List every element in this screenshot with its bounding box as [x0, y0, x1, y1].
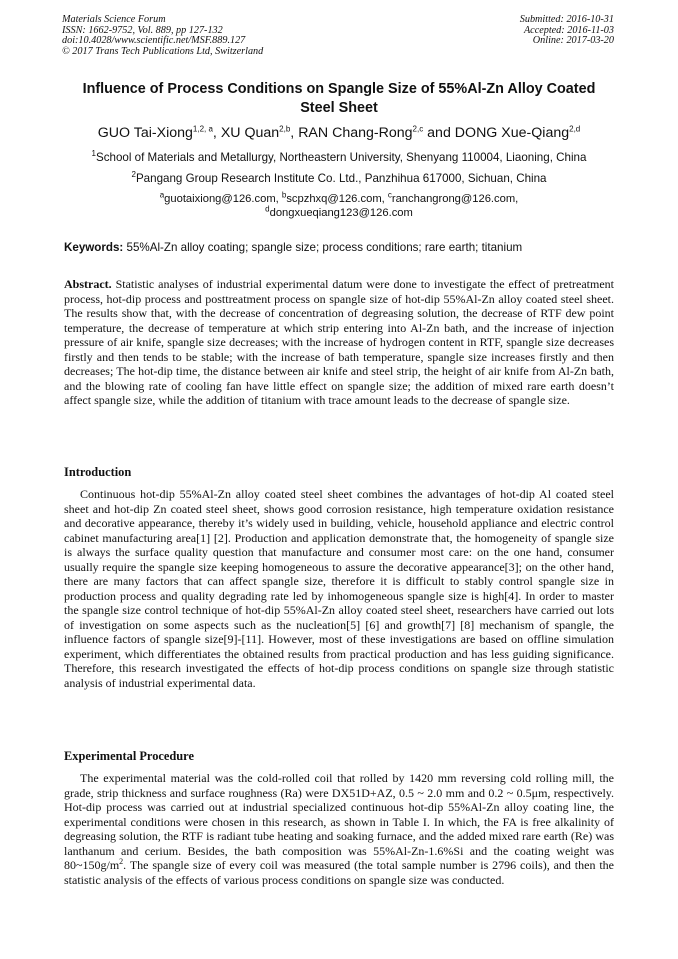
author-affiliation-mark: 1,2, a	[192, 124, 213, 134]
author-separator: and	[423, 125, 455, 141]
affiliation-mark: 1	[91, 149, 96, 159]
author-affiliation-mark: 2,c	[412, 124, 424, 134]
abstract-text: Statistic analyses of industrial experimental datum were done to investigate the effect of pretreatment process, hot-dip process and posttreatment process on spangle size of hot-dip 55%Al-Zn alloy coated steel sheet. The results show that, with the decrease of concentration of degreasing solution, the decrease of RTF dew point temperature, the decrease of temperature at which strip entering into Al-Zn bath, and the increase of injection pressure of air knife, spangle size decreases; with the increase of hydrogen content in RTF, spangle size decreases firstly and then tends to be stable; with the increase of bath temperature, spangle size increases firstly and then decreases; The hot-dip time, the distance between air knife and steel strip, the height of air knife from Al-Zn bath, and the blowing rate of cooling fan have little effect on spangle size; the addition of mixed rare earth doesn’t affect spangle size, while the addition of titanium with trace amount leads to the decrease of spangle size.	[64, 277, 614, 407]
email-address: guotaixiong@126.com,	[164, 193, 282, 205]
email-address: dongxueqiang123@126.com	[269, 206, 413, 219]
affiliation-2	[40, 172, 638, 186]
paper-title: Influence of Process Conditions on Spangle Size of 55%Al-Zn Alloy Coated Steel Sheet	[82, 81, 596, 116]
affiliation-text: Pangang Group Research Institute Co. Ltd., Panzhihua 617000, Sichuan, China	[135, 172, 547, 185]
abstract-label: Abstract.	[64, 277, 112, 291]
journal-header-left	[62, 15, 263, 57]
experimental-text: The experimental material was the cold-rolled coil that rolled by 1420 mm reversing cold rolling mill, the grade, strip thickness and surface roughness (Ra) were DX51D+AZ, 0.5 ~ 2.0 mm and 0.2 ~ 0.5μm, respectively. Hot-dip process was carried out at industrial specialized continuous hot-dip 55%Al-Zn alloy coating line, the experimental conditions were chosen in this research, as shown in Table I. In which, the FA is free alkalinity of degreasing solution, the RTF is radiant tube heating and soaking furnace, and the added mixed rare earth (Re) was lanthanum and cerium. Besides, the bath composition was 55%Al-Zn-1.6%Si and the coating weight was 80~150g/m	[64, 771, 614, 872]
keywords	[64, 241, 624, 255]
author-affiliation-mark: 2,d	[569, 124, 581, 134]
online-date: Online: 2017-03-20	[532, 35, 614, 47]
keywords-text: 55%Al-Zn alloy coating; spangle size; process conditions; rare earth; titanium	[123, 241, 523, 254]
author-separator: ,	[290, 125, 299, 141]
email-mark: b	[281, 190, 287, 200]
experimental-text-continued: . The spangle size of every coil was measured (the total sample number is 2796 coils), and then the statistic analysis of the effects of various process conditions on spangle size was conducted.	[64, 858, 614, 887]
experimental-paragraph	[64, 771, 614, 887]
issn-line: ISSN: 1662-9752, Vol. 889, pp 127-132	[62, 24, 223, 36]
affiliation-mark: 2	[131, 170, 136, 180]
email-mark: d	[265, 203, 270, 213]
author-name: DONG Xue-Qiang	[454, 125, 570, 141]
affiliation-text: School of Materials and Metallurgy, Northeastern University, Shenyang 110004, Liaoning, China	[96, 151, 587, 164]
email-address: ranchangrong@126.com,	[391, 193, 519, 205]
doi-line: doi:10.4028/www.scientific.net/MSF.889.127	[62, 35, 246, 47]
email-mark: a	[159, 190, 165, 200]
affiliation-1	[40, 151, 638, 165]
experimental-heading: Experimental Procedure	[64, 749, 194, 763]
author-name: RAN Chang-Rong	[298, 125, 413, 141]
author-emails	[90, 190, 588, 220]
email-mark: c	[387, 190, 392, 200]
abstract	[64, 277, 614, 408]
introduction-heading: Introduction	[64, 465, 132, 479]
copyright-line: © 2017 Trans Tech Publications Ltd, Switzerland	[62, 45, 264, 57]
keywords-label: Keywords:	[64, 241, 124, 254]
accepted-date: Accepted: 2016-11-03	[523, 24, 614, 36]
journal-header-right	[520, 15, 614, 47]
author-affiliation-mark: 2,b	[279, 124, 291, 134]
author-name: GUO Tai-Xiong	[97, 125, 193, 141]
journal-name: Materials Science Forum	[62, 14, 166, 25]
introduction-paragraph: Continuous hot-dip 55%Al-Zn alloy coated steel sheet combines the advantages of hot-dip Al coated steel sheet and hot-dip Zn coated steel sheet, shows good corrosion resistance, high temperature oxidation resistance and decorative appearance, thereby it’s widely used in building, vehicle, household appliance and electric control cabinet manufacturing area[1] [2]. Production and application demonstrate that, the homogeneity of spangle size is always the surface quality question that manufacture and consumer most care: on the one hand, consumer usually require the spangle size keeping homogeneous to assure the decorative appearance[3]; on the other hand, there are many factors that can affect spangle size, therefore it is difficult to stably control spangle size in production process and quality degrading rate led by inhomogeneous spangle size is high[4]. In order to master the spangle size control technique of hot-dip 55%Al-Zn alloy coated steel sheet, researchers have carried out lots of investigation on some aspects such as the nucleation[5] [6] and growth[7] [8] mechanism of spangle, the influence factors of spangle size[9]-[11]. However, most of these investigations are based on offline simulation experiment, which differentiates the obtained results from practical production and has less guiding significance. Therefore, this research investigated the effects of hot-dip process conditions on spangle size through statistic analysis of industrial experimental data.	[64, 487, 614, 690]
author-separator: ,	[212, 125, 221, 141]
unit-superscript: 2	[119, 857, 124, 866]
author-list	[40, 124, 638, 142]
submitted-date: Submitted: 2016-10-31	[519, 14, 614, 25]
email-address: scpzhxq@126.com,	[286, 193, 388, 205]
author-name: XU Quan	[220, 125, 280, 141]
